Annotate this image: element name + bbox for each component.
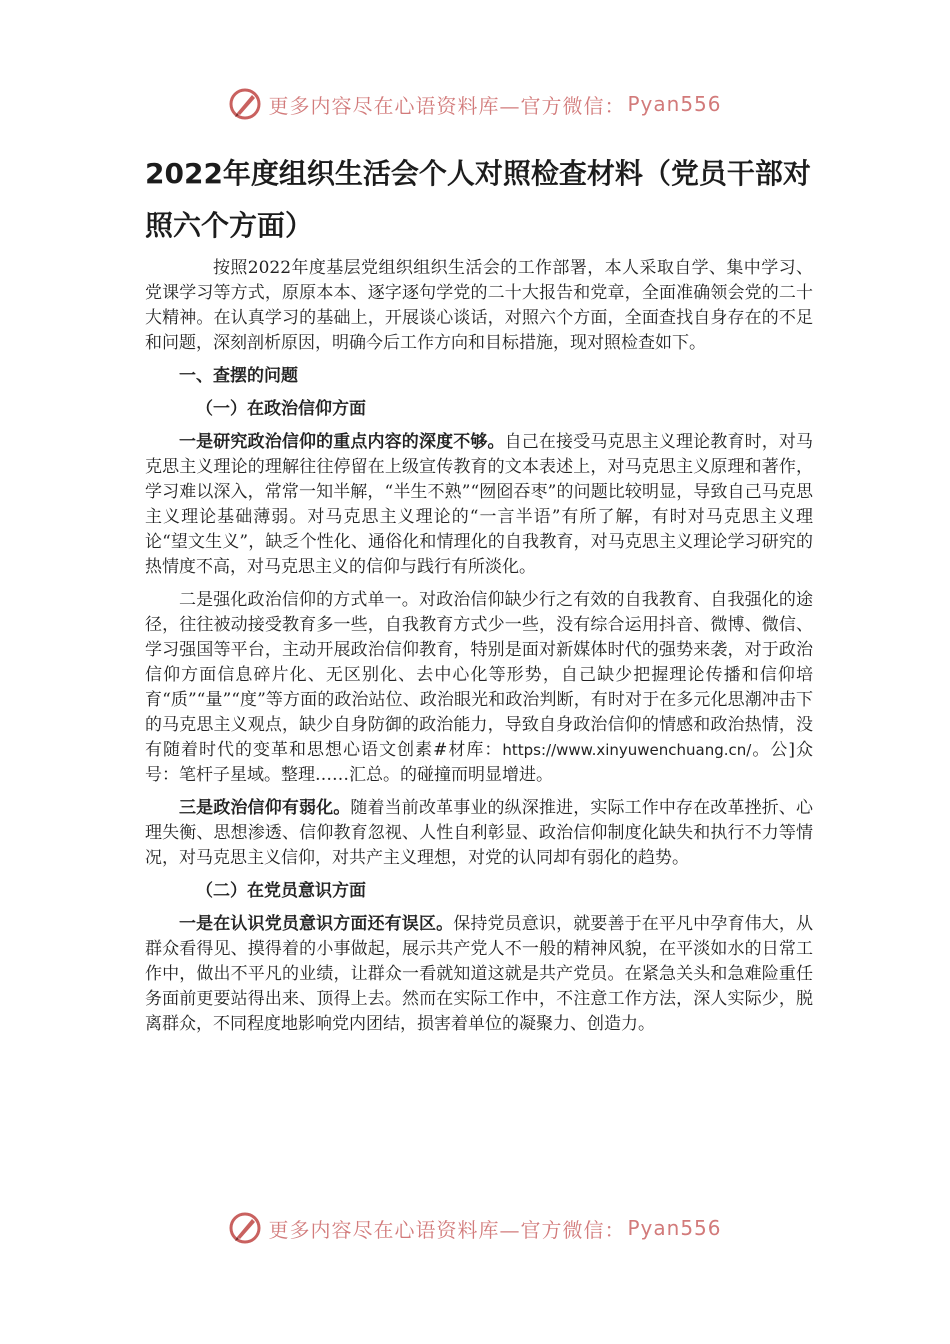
footer-watermark-banner bbox=[0, 1208, 950, 1248]
pen-circle-logo-icon bbox=[228, 1211, 262, 1245]
source-url-text: https://www.xinyuwenchuang.cn/ bbox=[502, 741, 752, 759]
intro-paragraph: 按照2022年度基层党组织组织生活会的工作部署，本人采取自学、集中学习、党课学习等方式，原原本本、逐字逐句学党的二十大报告和党章，全面准确领会党的二十大精神。在认真学习的基础上，开展谈心谈话，对照六个方面，全面查找自身存在的不足和问题，深刻剖析原因，明确今后工作方向和目标措施，现对照检查如下。 bbox=[145, 258, 813, 353]
banner-wechat-id: Pyan556 bbox=[627, 92, 722, 116]
section-heading-problems: 一、查摆的问题 bbox=[179, 366, 298, 386]
paragraph-belief-depth bbox=[145, 430, 813, 580]
header-watermark-banner bbox=[0, 84, 950, 124]
paragraph-body: 自己在接受马克思主义理论教育时，对马克思主义理论的理解往往停留在上级宣传教育的文本表述上，对马克思主义原理和著作，学习难以深入，常常一知半解，“半生不熟”“囫囵吞枣”的问题比较明显，导致自己马克思主义理论基础薄弱。对马克思主义理论的“一言半语”有所了解，有时对马克思主义理论“望文生义”，缺乏个性化、通俗化和情理化的自我教育，对马克思主义理论学习研究的热情度不高，对马克思主义的信仰与践行有所淡化。 bbox=[145, 432, 814, 577]
paragraph-awareness-misconception bbox=[145, 912, 813, 1037]
paragraph-lead: 一是在认识党员意识方面还有误区。 bbox=[179, 914, 454, 934]
banner-text: 更多内容尽在心语资料库—官方微信： bbox=[268, 93, 626, 118]
paragraph-belief-methods bbox=[145, 588, 813, 788]
paragraph-body: 随着当前改革事业的纵深推进，实际工作中存在改革挫折、心理失衡、思想渗透、信仰教育忽视、人性自利彰显、政治信仰制度化缺失和执行不力等情况，对马克思主义信仰，对共产主义理想，对党的认同却有弱化的趋势。 bbox=[145, 798, 814, 868]
paragraph-lead: 一是研究政治信仰的重点内容的深度不够。 bbox=[179, 432, 505, 452]
document-title: 2022年度组织生活会个人对照检查材料（党员干部对照六个方面） bbox=[145, 157, 811, 242]
paragraph-belief-weakening bbox=[145, 796, 813, 871]
paragraph-body: 保持党员意识，就要善于在平凡中孕育伟大，从群众看得见、摸得着的小事做起，展示共产党人不一般的精神风貌，在平淡如水的日常工作中，做出不平凡的业绩，让群众一看就知道这就是共产党员。在紧急关头和急难险重任务面前更要站得出来、顶得上去。然而在实际工作中，不注意工作方法，深人实际少，脱离群众，不同程度地影响党内团结，损害着单位的凝聚力、创造力。 bbox=[145, 914, 814, 1034]
paragraph-lead: 三是政治信仰有弱化。 bbox=[179, 798, 351, 818]
document-body bbox=[145, 256, 813, 1037]
paragraph-body-tail: 。公]众号：笔杆子星域。整理……汇总。的碰撞而明显增进。 bbox=[145, 740, 813, 785]
banner-text: 更多内容尽在心语资料库—官方微信： bbox=[268, 1217, 626, 1242]
subsection-heading-political-belief: （一）在政治信仰方面 bbox=[196, 399, 366, 419]
subsection-heading-party-awareness: （二）在党员意识方面 bbox=[196, 881, 366, 901]
pen-circle-logo-icon bbox=[228, 87, 262, 121]
paragraph-body: 二是强化政治信仰的方式单一。对政治信仰缺少行之有效的自我教育、自我强化的途径，往往被动接受教育多一些，自我教育方式少一些，没有综合运用抖音、微博、微信、学习强国等平台，主动开展政治信仰教育，特别是面对新媒体时代的强势来袭，对于政治信仰方面信息碎片化、无区别化、去中心化等形势，自己缺少把握理论传播和信仰培育“质”“量”“度”等方面的政治站位、政治眼光和政治判断，有时对于在多元化思潮冲击下的马克思主义观点，缺少自身防御的政治能力，导致自身政治信仰的情感和政治热情，没有随着时代的变革和思想心语文创素#材库： bbox=[145, 590, 813, 760]
banner-wechat-id: Pyan556 bbox=[627, 1216, 722, 1240]
